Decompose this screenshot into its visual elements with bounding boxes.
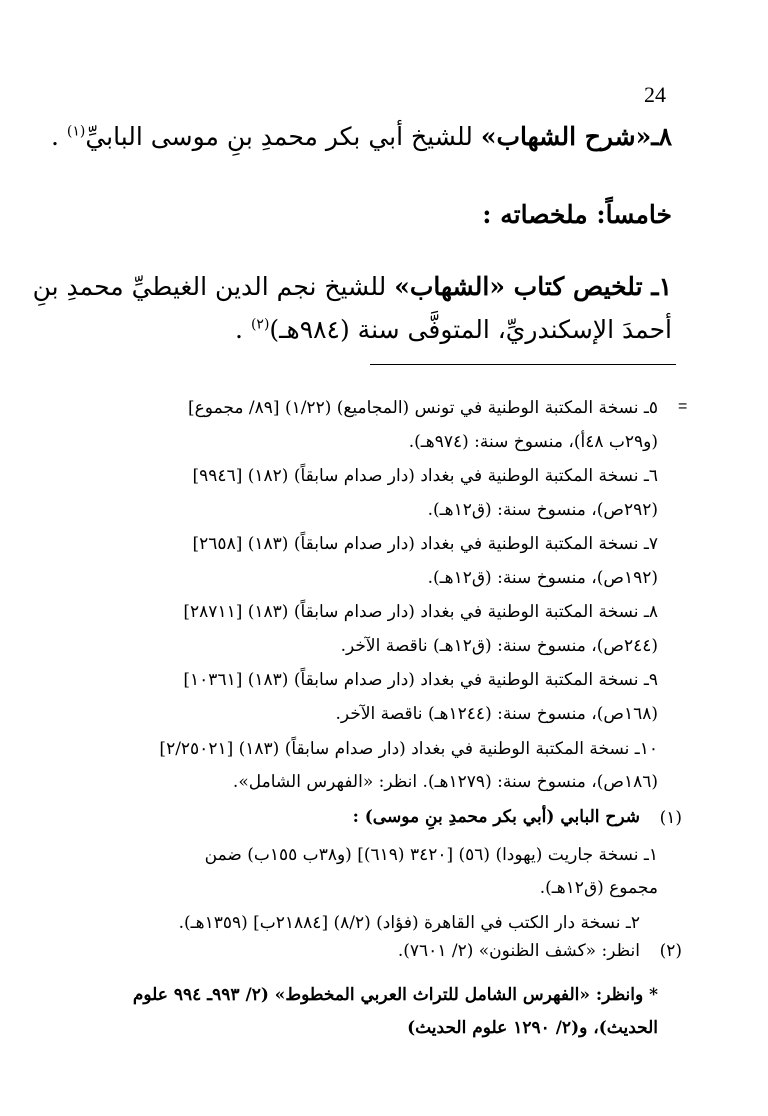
item-1-prefix: ١ـ [642,272,672,301]
footnote-line: (١٦٨ص)، منسوخ سنة: (١٢٤٤هـ) ناقصة الآخر. [335,704,658,724]
footnote-line: (٢٩٢ص)، منسوخ سنة: (ق١٢هـ). [427,500,658,520]
item-8-text: للشيخ أبي بكر محمدِ بنِ موسى البابيِّ [85,122,481,151]
item-1-line-1 [33,272,672,301]
footnote-line: شرح البابي (أبي بكر محمدِ بنِ موسى) : [352,807,640,827]
footnote-line: (٢٤٤ص)، منسوخ سنة: (ق١٢هـ) ناقصة الآخر. [340,636,658,656]
item-1-text: للشيخ نجم الدين الغيطيِّ محمدِ بنِ [32,272,395,301]
item-8-line [51,122,672,151]
item-1-end: . [235,315,251,344]
continuation-mark: = [678,398,688,415]
footnote-ref-2[interactable]: (٢) [250,316,270,333]
footnote-line: ١٠ـ نسخة المكتبة الوطنية في بغداد (دار صدام سابقاً) (١٨٣) [٢/٢٥٠٢١] [159,739,658,759]
footnote-divider [370,364,676,365]
footnote-line: (١٨٦ص)، منسوخ سنة: (١٢٧٩هـ). انظر: «الفهرس الشامل». [232,772,658,792]
footnote-line: ٥ـ نسخة المكتبة الوطنية في تونس (المجاميع) (١/٢٢) [٨٩/ مجموع] [188,398,658,418]
item-1-line-2-text: أحمدَ الإسكندريِّ، المتوفَّى سنة (٩٨٤هـ) [269,315,672,344]
footnote-line: ٢ـ نسخة دار الكتب في القاهرة (فؤاد) (٨/٢) [٢١٨٨٤ب] (١٣٥٩هـ). [178,913,640,933]
item-8-prefix: ٨ـ [651,122,672,151]
item-1-title: تلخيص كتاب «الشهاب» [394,272,643,301]
footnote-number-1: (١) [659,808,682,828]
footnote-line: انظر: «كشف الظنون» (٢/ ٧٦٠١). [397,941,640,961]
footnote-line: ٩ـ نسخة المكتبة الوطنية في بغداد (دار صدام سابقاً) (١٨٣) [١٠٣٦١] [183,670,658,690]
item-8-title: «شرح الشهاب» [480,122,652,151]
footnote-line: ٨ـ نسخة المكتبة الوطنية في بغداد (دار صدام سابقاً) (١٨٣) [٢٨٧١١] [183,602,658,622]
footnote-line: * وانظر: «الفهرس الشامل للتراث العربي المخطوط» (٢/ ٩٩٣ـ ٩٩٤ علوم [132,985,658,1005]
footnote-line: (١٩٢ص)، منسوخ سنة: (ق١٢هـ). [427,568,658,588]
footnote-line: ٦ـ نسخة المكتبة الوطنية في بغداد (دار صدام سابقاً) (١٨٢) [٩٩٤٦] [192,466,658,486]
footnote-line: مجموع (ق١٢هـ). [539,878,658,898]
footnote-line: الحديث)، و(٢/ ١٢٩٠ علوم الحديث) [407,1018,658,1038]
section-heading: خامساً: ملخصاته : [482,200,672,229]
footnote-line: ١ـ نسخة جاريت (يهودا) (٥٦) [٣٤٢٠ (٦١٩)] (و٣٨ب ١٥٥ب) ضمن [204,845,658,865]
footnote-line: ٧ـ نسخة المكتبة الوطنية في بغداد (دار صدام سابقاً) (١٨٣) [٢٦٥٨] [192,534,658,554]
footnote-ref-1[interactable]: (١) [66,123,86,140]
footnote-number-2: (٢) [659,941,682,961]
footnote-line: (و٢٩ب ٤٨أ)، منسوخ سنة: (٩٧٤هـ). [408,432,658,452]
item-1-line-2 [235,315,672,344]
page-number: 24 [644,82,666,107]
item-8-end: . [50,122,67,151]
